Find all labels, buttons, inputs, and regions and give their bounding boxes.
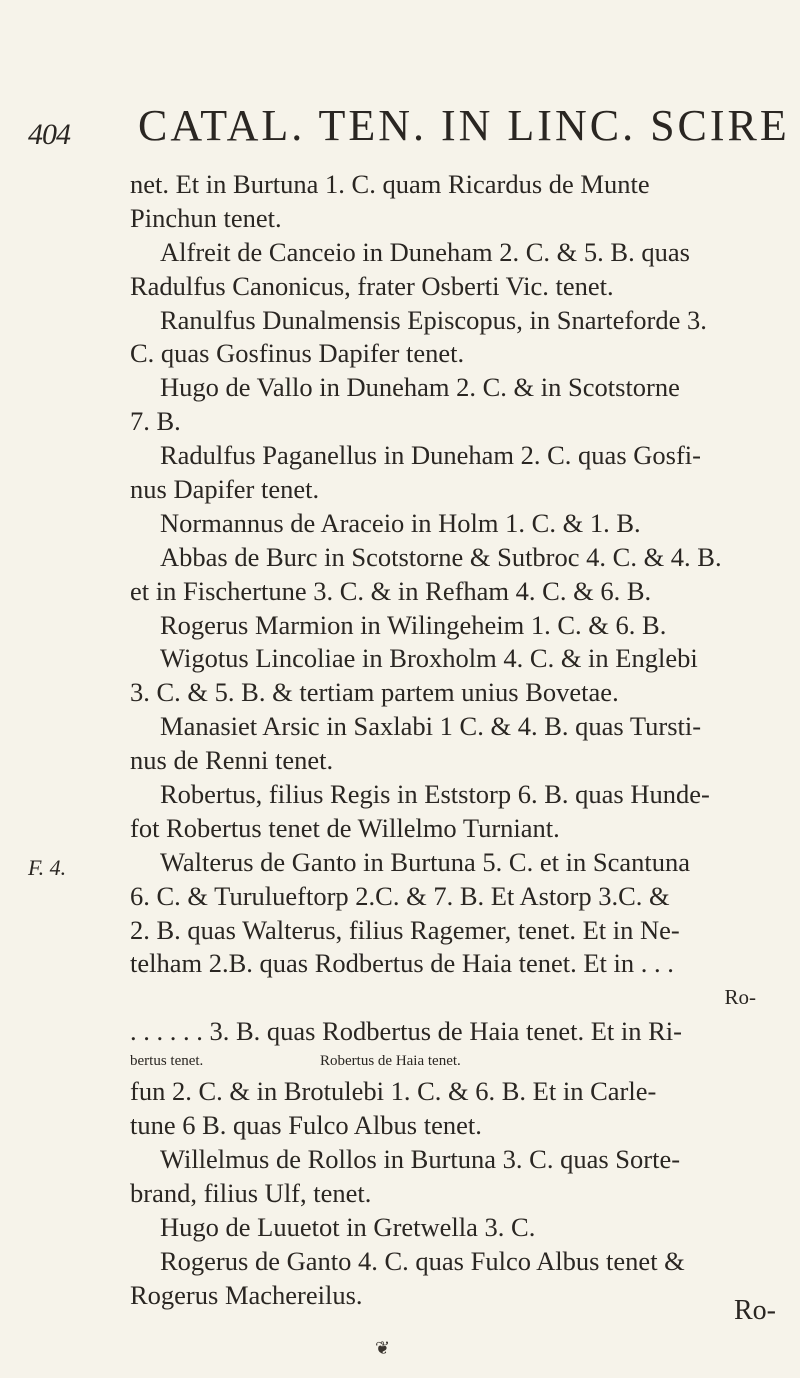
text-line: Normannus de Araceio in Holm 1. C. & 1. B. bbox=[160, 507, 641, 538]
text-line: brand, filius Ulf, tenet. bbox=[130, 1177, 372, 1208]
text-line: Ranulfus Dunalmensis Episcopus, in Snarteforde 3. bbox=[160, 304, 707, 335]
text-line: Rogerus Machereilus. bbox=[130, 1279, 363, 1310]
running-head: CATAL. TEN. IN LINC. SCIRE bbox=[138, 101, 790, 150]
catchword: Ro- bbox=[734, 1295, 776, 1326]
text-line: Rogerus de Ganto 4. C. quas Fulco Albus tenet & bbox=[160, 1245, 685, 1276]
text-line: Manasiet Arsic in Saxlabi 1 C. & 4. B. quas Tursti- bbox=[160, 711, 702, 742]
text-line: C. quas Gosfinus Dapifer tenet. bbox=[130, 338, 465, 369]
page-number: 404 bbox=[28, 118, 70, 151]
text-line: Robertus, filius Regis in Eststorp 6. B. quas Hunde- bbox=[160, 779, 710, 810]
text-line: nus Dapifer tenet. bbox=[130, 474, 320, 505]
text-line: et in Fischertune 3. C. & in Refham 4. C. & 6. B. bbox=[130, 575, 652, 606]
text-line: Abbas de Burc in Scotstorne & Sutbroc 4. C. & 4. B. bbox=[160, 541, 722, 572]
text-line: Pinchun tenet. bbox=[130, 202, 282, 233]
text-line: 6. C. & Turulueftorp 2.C. & 7. B. Et Astorp 3.C. & bbox=[130, 880, 670, 911]
text-body bbox=[130, 168, 780, 1312]
text-line: nus de Renni tenet. bbox=[130, 745, 334, 776]
text-line: net. Et in Burtuna 1. C. quam Ricardus de Munte bbox=[130, 169, 650, 199]
text-line: Alfreit de Canceio in Duneham 2. C. & 5. B. quas bbox=[160, 236, 690, 267]
text-line: Rogerus Marmion in Wilingeheim 1. C. & 6. B. bbox=[160, 609, 667, 640]
text-line: Hugo de Luuetot in Gretwella 3. C. bbox=[160, 1211, 536, 1242]
text-line: telham 2.B. quas Rodbertus de Haia tenet. Et in . . . bbox=[130, 948, 674, 979]
margin-note: F. 4. bbox=[28, 855, 67, 880]
text-line: Ro- bbox=[724, 985, 756, 1010]
text-line: Radulfus Paganellus in Duneham 2. C. quas Gosfi- bbox=[160, 440, 701, 471]
text-line: . . . . . . 3. B. quas Rodbertus de Haia tenet. Et in Ri- bbox=[130, 1016, 682, 1047]
text-line: 3. C. & 5. B. & tertiam partem unius Bovetae. bbox=[130, 677, 619, 708]
text-line: Willelmus de Rollos in Burtuna 3. C. quas Sorte- bbox=[160, 1143, 681, 1174]
text-line: Radulfus Canonicus, frater Osberti Vic. tenet. bbox=[130, 270, 614, 301]
text-line: Wigotus Lincoliae in Broxholm 4. C. & in Englebi bbox=[160, 643, 698, 674]
text-line: 7. B. bbox=[130, 406, 181, 437]
text-line: fot Robertus tenet de Willelmo Turniant. bbox=[130, 812, 560, 843]
text-line: tune 6 B. quas Fulco Albus tenet. bbox=[130, 1110, 482, 1141]
text-line: Hugo de Vallo in Duneham 2. C. & in Scotstorne bbox=[160, 372, 680, 403]
text-line: bertus tenet. Robertus de Haia tenet. bbox=[130, 1053, 461, 1070]
text-line: Walterus de Ganto in Burtuna 5. C. et in Scantuna bbox=[160, 846, 690, 877]
ornament-icon: ❦ bbox=[375, 1338, 391, 1358]
text-line: fun 2. C. & in Brotulebi 1. C. & 6. B. Et in Carle- bbox=[130, 1076, 657, 1107]
text-line: 2. B. quas Walterus, filius Ragemer, tenet. Et in Ne- bbox=[130, 914, 680, 945]
